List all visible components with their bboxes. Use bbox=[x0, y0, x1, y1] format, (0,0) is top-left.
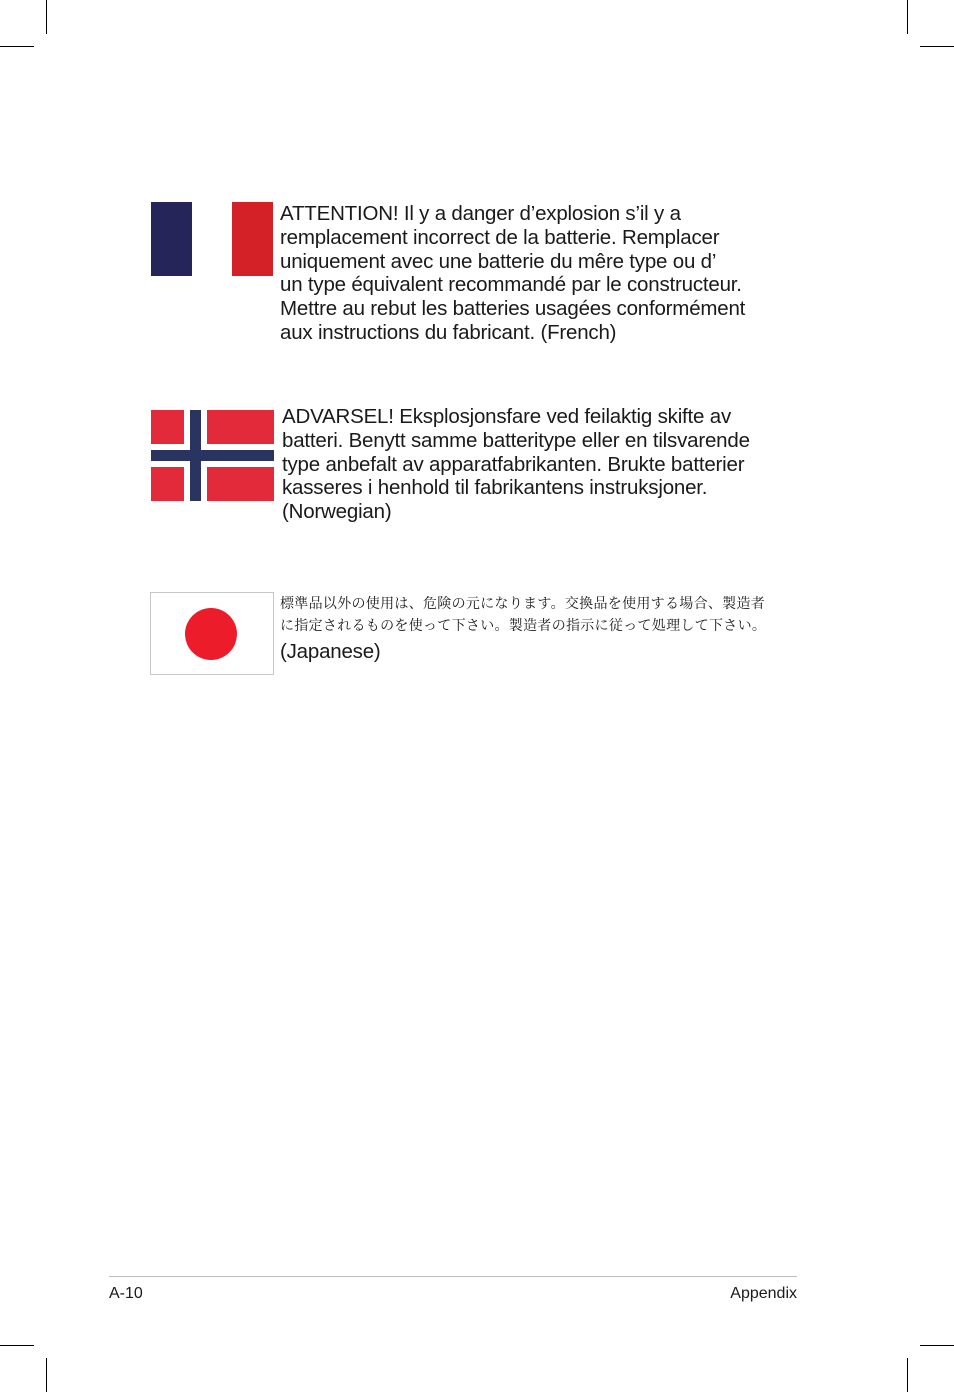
flag-cross-blue-horizontal bbox=[151, 450, 274, 461]
warning-line: uniquement avec une batterie du mêre type ou d’ bbox=[280, 249, 717, 273]
warning-line: Mettre au rebut les batteries usagées conformément bbox=[280, 297, 746, 321]
warning-line: type anbefalt av apparatfabrikanten. Brukte batterier bbox=[282, 452, 745, 476]
warning-line: remplacement incorrect de la batterie. Remplacer bbox=[280, 225, 720, 249]
crop-mark bbox=[0, 46, 34, 47]
language-label: (Japanese) bbox=[280, 640, 381, 663]
crop-mark bbox=[46, 1358, 47, 1392]
crop-mark bbox=[920, 1345, 954, 1346]
norwegian-warning bbox=[282, 405, 750, 524]
footer-divider bbox=[109, 1276, 797, 1277]
crop-mark bbox=[907, 1358, 908, 1392]
section-name: Appendix bbox=[730, 1285, 797, 1302]
warning-line: ADVARSEL! Eksplosjonsfare ved feilaktig skifte av bbox=[282, 405, 731, 428]
flag-red-disc bbox=[185, 608, 237, 660]
crop-mark bbox=[0, 1345, 34, 1346]
warning-line: (Norwegian) bbox=[282, 500, 392, 524]
warning-line: un type équivalent recommandé par le constructeur. bbox=[280, 273, 742, 297]
japan-flag-icon bbox=[150, 592, 274, 675]
flag-stripe-blue bbox=[151, 202, 192, 276]
crop-mark bbox=[46, 0, 47, 34]
warning-line: kasseres i henhold til fabrikantens instruksjoner. bbox=[282, 476, 708, 500]
flag-stripe-red bbox=[232, 202, 273, 276]
crop-mark bbox=[907, 0, 908, 34]
norway-flag-icon bbox=[151, 410, 274, 501]
france-flag-icon bbox=[151, 202, 273, 276]
warning-line: 標準品以外の使用は、危険の元になります。交換品を使用する場合、製造者 bbox=[280, 596, 766, 612]
japanese-warning bbox=[280, 593, 766, 664]
warning-line: に指定されるものを使って下さい。製造者の指示に従って処理して下さい。 bbox=[280, 618, 767, 634]
crop-mark bbox=[920, 46, 954, 47]
warning-line: batteri. Benytt samme batteritype eller en tilsvarende bbox=[282, 428, 750, 452]
french-warning bbox=[280, 202, 745, 345]
page-number: A-10 bbox=[109, 1285, 143, 1302]
warning-line: ATTENTION! Il y a danger d’explosion s’il y a bbox=[280, 202, 681, 225]
warning-line: aux instructions du fabricant. (French) bbox=[280, 320, 617, 344]
flag-stripe-white bbox=[192, 202, 233, 276]
